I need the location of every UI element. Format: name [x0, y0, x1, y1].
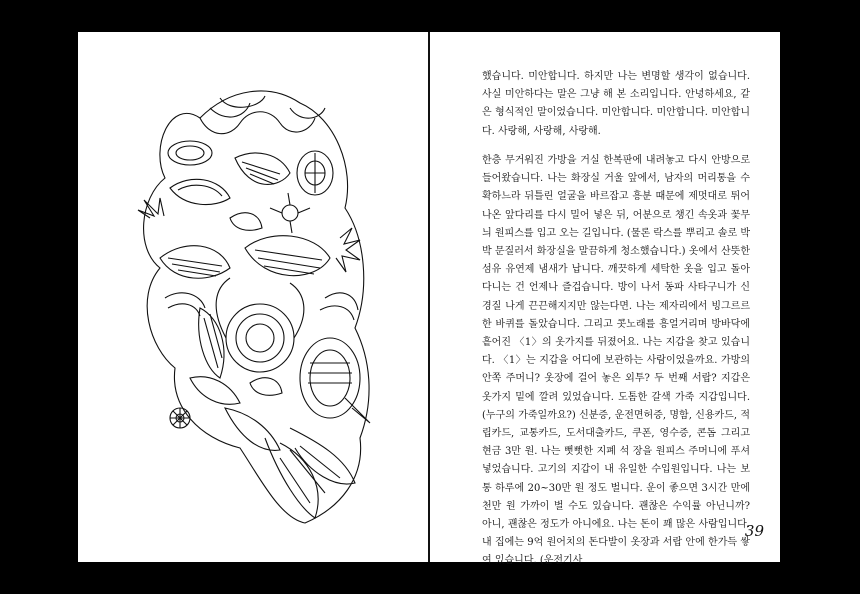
central-swirl	[199, 278, 304, 378]
lower-petals	[170, 377, 355, 518]
top-flower-cluster	[168, 96, 333, 205]
left-page	[78, 32, 428, 562]
body-paragraph-1: 했습니다. 미안합니다. 하지만 나는 변명할 생각이 없습니다. 사실 미안하다는 말은 그냥 해 본 소리입니다. 안녕하세요, 같은 형식적인 말이었습니다. 미안합니다. 미안합니다. 미안합니다. 사랑해, 사랑해, 사랑해.	[482, 71, 750, 137]
botanical-line-art-illustration	[130, 78, 378, 526]
spiky-flowers	[138, 193, 360, 272]
body-paragraph-2: 한층 무거워진 가방을 거실 한복판에 내려놓고 다시 안방으로 들어왔습니다. 나는 화장실 거울 앞에서, 남자의 머리통을 수확하느라 뒤틀린 얼굴을 바르잡고 흥분 때문에 제멋대로 튀어나온 앞다리를 다시 밀어 넣은 뒤, 어분으로 챙긴 속옷과 꽃무늬 원피스를 입고 오는 길입니다. (물론 락스를 뿌리고 솔로 박박 문질러서 화장실을 말끔하게 청소했습니다.) 옷에서 산뜻한 섬유 유연제 냄새가 납니다. 깨끗하게 세탁한 옷을 입고 돌아다니는 건 언제나 즐겁습니다. 방이 나서 동파 사타구니가 신경질 나게 끈끈해지지만 않는다면. 나는 제자리에서 빙그르르 한 바퀴를 돌았습니다. 그리고 콧노래를 흥얼거리며 방바닥에 흩어진 〈1〉의 옷가지를 뒤졌어요. 나는 지갑을 찾고 있습니다. 〈1〉는 지갑을 어디에 보관하는 사람이었을까요. 가방의 안쪽 주머니? 옷장에 걸어 놓은 외투? 두 번째 서랍? 지갑은 옷가지 밑에 깔려 있었습니다. 도톰한 갈색 가죽 지갑입니다. (누구의 가죽일까요?) 신분증, 운전면허증, 명함, 신용카드, 적립카드, 교통카드, 도서대출카드, 쿠폰, 영수증, 콘돔 그리고 현금 3만 원. 나는 뻣뻣한 지폐 석 장을 원피스 주머니에 푸셔 넣었습니다. 고기의 지갑이 내 유일한 수입원입니다. 나는 보통 하루에 20~30만 원 정도 벌니다. 운이 좋으면 3시간 만에 천만 원 가까이 벌 수도 있습니다. 괜찮은 수익률 아닌니까? 아니, 괜찮은 정도가 아니에요. 나는 돈이 꽤 많은 사람입니다. 내 집에는 9억 원어치의 돈다발이 옷장과 서랍 안에 한가득 쌓여 있습니다. (운전기사	[482, 155, 750, 567]
right-bulb	[300, 338, 370, 423]
page-number: 39	[744, 522, 764, 540]
right-page	[430, 32, 780, 567]
